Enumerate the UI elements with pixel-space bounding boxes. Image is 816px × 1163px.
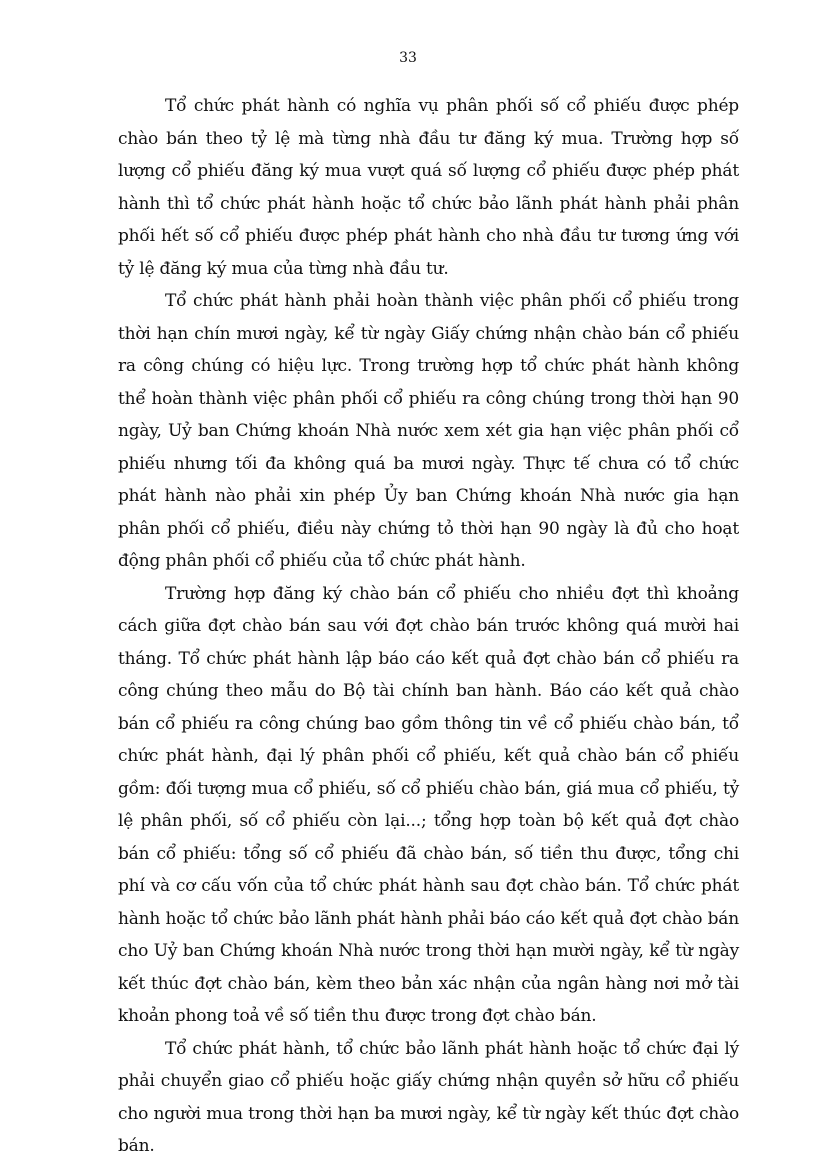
paragraph-4: Tổ chức phát hành, tổ chức bảo lãnh phát hành hoặc tổ chức đại lý phải chuyển giao cổ phiếu hoặc giấy chứng nhận quyền sở hữu cổ phiếu cho người mua trong thời hạn ba mươi ngày, kể từ ngày kết thúc đợt chào bán. <box>118 1038 739 1156</box>
page-number: 33 <box>399 50 417 66</box>
paragraph-3: Trường hợp đăng ký chào bán cổ phiếu cho nhiều đợt thì khoảng cách giữa đợt chào bán sau với đợt chào bán trước không quá mười hai tháng. Tổ chức phát hành lập báo cáo kết quả đợt chào bán cổ phiếu ra công chúng theo mẫu do Bộ tài chính ban hành. Báo cáo kết quả chào bán cổ phiếu ra công chúng bao gồm thông tin về cổ phiếu chào bán, tổ chức phát hành, đại lý phân phối cổ phiếu, kết quả chào bán cổ phiếu gồm: đối tượng mua cổ phiếu, số cổ phiếu chào bán, giá mua cổ phiếu, tỷ lệ phân phối, số cổ phiếu còn lại...; tổng hợp toàn bộ kết quả đợt chào bán cổ phiếu: tổng số cổ phiếu đã chào bán, số tiền thu được, tổng chi phí và cơ cấu vốn của tổ chức phát hành sau đợt chào bán. Tổ chức phát hành hoặc tổ chức bảo lãnh phát hành phải báo cáo kết quả đợt chào bán cho Uỷ ban Chứng khoán Nhà nước trong thời hạn mười ngày, kể từ ngày kết thúc đợt chào bán, kèm theo bản xác nhận của ngân hàng nơi mở tài khoản phong toả về số tiền thu được trong đợt chào bán. <box>118 583 739 1026</box>
body-text <box>118 90 739 1163</box>
paragraph-2: Tổ chức phát hành phải hoàn thành việc phân phối cổ phiếu trong thời hạn chín mươi ngày, kể từ ngày Giấy chứng nhận chào bán cổ phiếu ra công chúng có hiệu lực. Trong trường hợp tổ chức phát hành không thể hoàn thành việc phân phối cổ phiếu ra công chúng trong thời hạn 90 ngày, Uỷ ban Chứng khoán Nhà nước xem xét gia hạn việc phân phối cổ phiếu nhưng tối đa không quá ba mươi ngày. Thực tế chưa có tổ chức phát hành nào phải xin phép Ủy ban Chứng khoán Nhà nước gia hạn phân phối cổ phiếu, điều này chứng tỏ thời hạn 90 ngày là đủ cho hoạt động phân phối cổ phiếu của tổ chức phát hành. <box>118 291 739 571</box>
paragraph-1: Tổ chức phát hành có nghĩa vụ phân phối số cổ phiếu được phép chào bán theo tỷ lệ mà từng nhà đầu tư đăng ký mua. Trường hợp số lượng cổ phiếu đăng ký mua vượt quá số lượng cổ phiếu được phép phát hành thì tổ chức phát hành hoặc tổ chức bảo lãnh phát hành phải phân phối hết số cổ phiếu được phép phát hành cho nhà đầu tư tương ứng với tỷ lệ đăng ký mua của từng nhà đầu tư. <box>118 96 739 279</box>
